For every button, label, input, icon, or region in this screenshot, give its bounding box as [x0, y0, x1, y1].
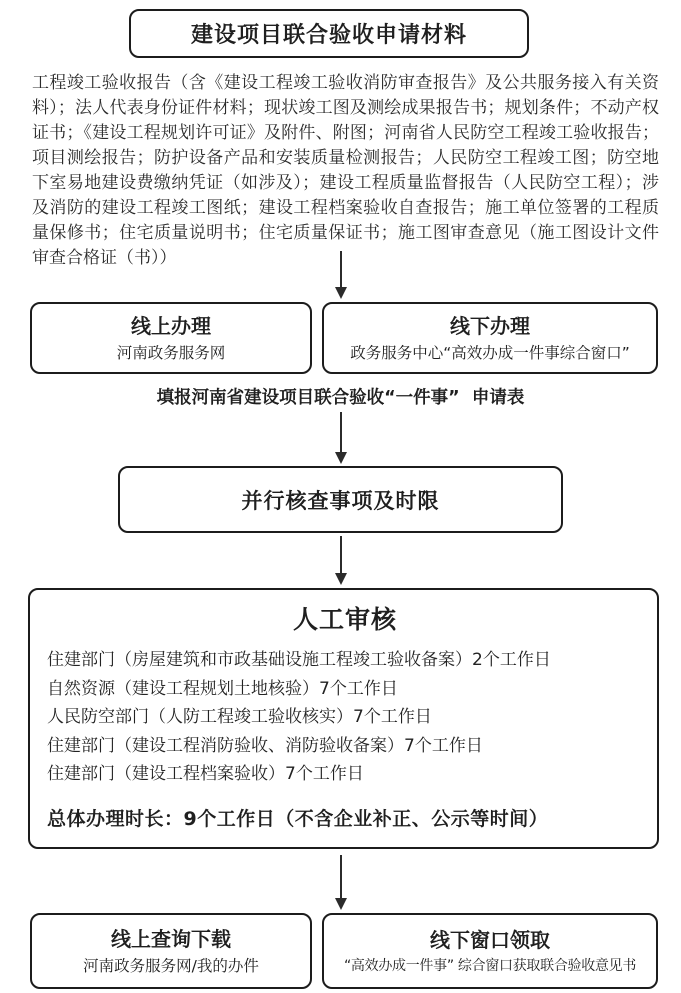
manual-review-list: [47, 646, 643, 789]
offline-apply-box: [322, 302, 658, 374]
review-item: 住建部门（建设工程消防验收、消防验收备案）7个工作日: [47, 735, 483, 756]
online-apply-title: 线上办理: [131, 313, 211, 338]
page-title: 建设项目联合验收申请材料: [129, 9, 529, 58]
arrow-shaft: [340, 251, 342, 287]
online-apply-box: [30, 302, 312, 374]
parallel-check-box: 并行核查事项及时限: [118, 466, 563, 533]
materials-paragraph: 工程竣工验收报告（含《建设工程竣工验收消防审查报告》及公共服务接入有关资料）；法人代表身份证件材料；现状竣工图及测绘成果报告书；规划条件；不动产权证书；《建设工程规划许可证》及附件、附图；河南省人民防空工程竣工验收报告；项目测绘报告；防护设备产品和安装质量检测报告；人民防空工程竣工图；防空地下室易地建设费缴纳凭证（如涉及）；建设工程质量监督报告（人民防空工程）；涉及消防的建设工程竣工图纸；建设工程档案验收自查报告；施工单位签署的工程质量保修书；住宅质量说明书；住宅质量保证书；施工图审查意见（施工图设计文件审查合格证（书））: [32, 73, 659, 268]
review-item: 住建部门（建设工程档案验收）7个工作日: [47, 764, 364, 784]
offline-result-box: [322, 913, 658, 989]
arrow-shaft: [340, 412, 342, 452]
arrow-head: [335, 287, 347, 299]
offline-apply-title: 线下办理: [450, 313, 530, 338]
manual-review-title: 人工审核: [292, 605, 397, 634]
review-item: 自然资源（建设工程规划土地核验）7个工作日: [47, 678, 398, 699]
offline-result-title: 线下窗口领取: [430, 927, 550, 952]
arrow-head: [335, 452, 347, 464]
online-result-title: 线上查询下载: [111, 926, 231, 951]
arrow-shaft: [340, 536, 342, 573]
form-fill-note: 填报河南省建设项目联合验收“一件事” 申请表: [156, 388, 525, 408]
manual-review-box: [28, 588, 659, 849]
arrow-head: [335, 898, 347, 910]
arrow-head: [335, 573, 347, 585]
online-result-box: [30, 913, 312, 989]
total-duration-note: 总体办理时长：9个工作日（不含企业补正、公示等时间）: [47, 807, 549, 830]
offline-apply-subtitle: 政务服务中心“高效办成一件事综合窗口”: [350, 343, 630, 362]
review-item: 人民防空部门（人防工程竣工验收核实）7个工作日: [47, 707, 432, 727]
down-arrow-icon: [334, 251, 347, 299]
arrow-shaft: [340, 855, 342, 898]
down-arrow-icon: [334, 412, 347, 464]
offline-result-subtitle: “高效办成一件事” 综合窗口获取联合验收意见书: [343, 957, 637, 974]
down-arrow-icon: [334, 536, 347, 585]
review-item: 住建部门（房屋建筑和市政基础设施工程竣工验收备案）2个工作日: [47, 650, 551, 670]
online-apply-subtitle: 河南政务服务网: [116, 343, 226, 362]
online-result-subtitle: 河南政务服务网/我的办件: [83, 956, 259, 975]
down-arrow-icon: [334, 855, 347, 910]
